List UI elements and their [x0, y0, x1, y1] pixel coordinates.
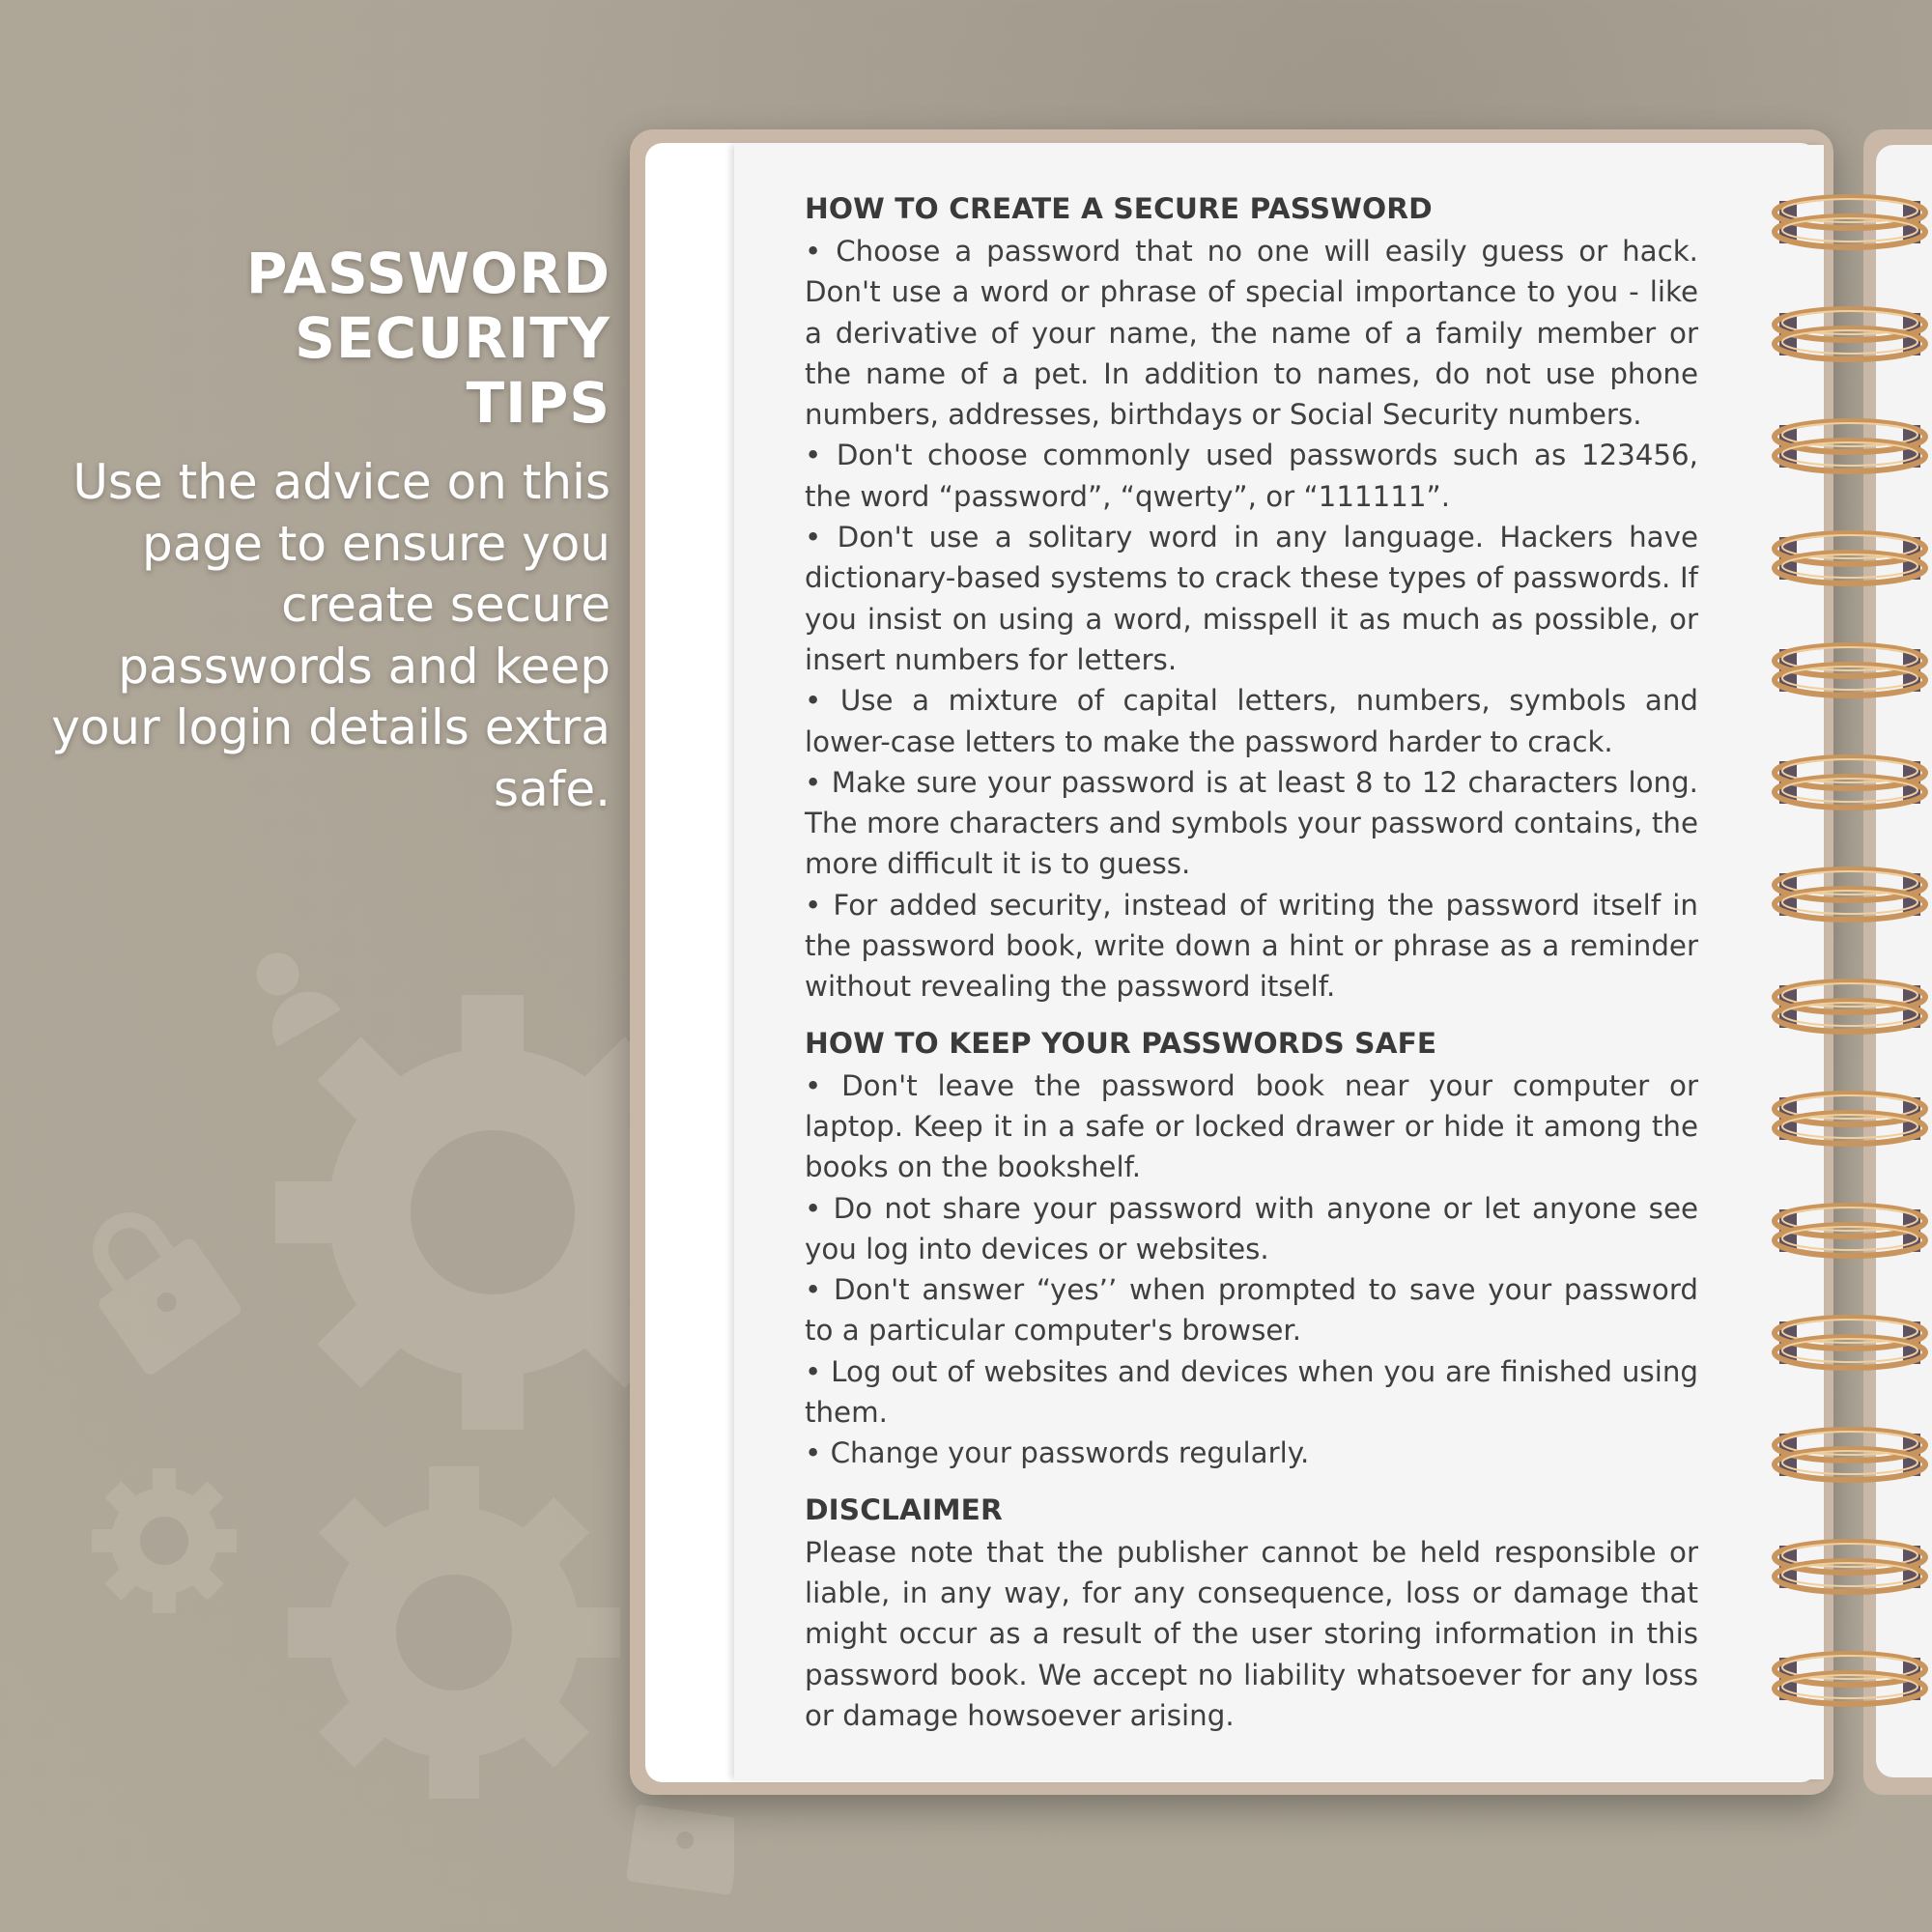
binding-ring	[1775, 757, 1925, 808]
binding-ring	[1775, 1206, 1925, 1256]
list-item: • Don't choose commonly used passwords such as 123456, the word “password”, “qwerty”, or “111111”.	[805, 439, 1698, 513]
binding-ring	[1775, 421, 1925, 471]
list-item: • Don't leave the password book near your computer or laptop. Keep it in a safe or locked drawer or hide it among the books on the bookshelf.	[805, 1068, 1698, 1184]
binding-ring	[1775, 1654, 1925, 1704]
gear-icon	[92, 1468, 237, 1613]
list-item: • Make sure your password is at least 8 to 12 characters long. The more characters and symbols your password contains, the more difficult it is to guess.	[805, 765, 1698, 881]
list-item: • Do not share your password with anyone or let anyone see you log into devices or websites.	[805, 1191, 1698, 1265]
page-subtitle: Use the advice on this page to ensure you create secure passwords and keep your login details extra safe.	[51, 454, 611, 817]
binding-ring	[1775, 981, 1925, 1032]
binding-ring	[1775, 1318, 1925, 1368]
binding-ring	[1775, 869, 1925, 920]
title-line: TIPS	[466, 370, 611, 436]
list-item: • Choose a password that no one will easily guess or hack. Don't use a word or phrase of special importance to you - like a derivative of your name, the name of a family member or the name of a pet. In addition to names, do not use phone numbers, addresses, birthdays or Social Security numbers.	[805, 235, 1698, 432]
binding-ring	[1775, 645, 1925, 696]
section-title-disclaimer: DISCLAIMER	[805, 1492, 1003, 1526]
binding-ring	[1775, 197, 1925, 247]
binding-ring	[1775, 1094, 1925, 1144]
binding-ring	[1775, 1430, 1925, 1480]
list-item: • For added security, instead of writing the password itself in the password book, write down a hint or phrase as a reminder without revealing the password itself.	[805, 888, 1698, 1004]
page-title	[39, 242, 611, 436]
list-item: • Log out of websites and devices when you are finished using them.	[805, 1354, 1698, 1430]
binding-ring	[1775, 1542, 1925, 1592]
list-item: • Use a mixture of capital letters, numbers, symbols and lower-case letters to make the password harder to crack.	[805, 684, 1698, 758]
user-icon	[236, 937, 341, 1046]
list-item: • Don't answer “yes’’ when prompted to save your password to a particular computer's browser.	[805, 1273, 1698, 1348]
page-content	[805, 186, 1698, 1736]
gear-icon	[288, 1466, 620, 1799]
lock-icon	[61, 1186, 243, 1378]
title-line: SECURITY	[295, 305, 611, 371]
binding-ring	[1775, 533, 1925, 583]
binding-ring	[1775, 309, 1925, 359]
lock-icon	[626, 1804, 734, 1896]
title-line: PASSWORD	[245, 241, 611, 306]
section-title-keep-safe: HOW TO KEEP YOUR PASSWORDS SAFE	[805, 1026, 1437, 1060]
list-item: • Change your passwords regularly.	[805, 1436, 1310, 1470]
section-title-create: HOW TO CREATE A SECURE PASSWORD	[805, 192, 1433, 225]
list-item: • Don't use a solitary word in any language. Hackers have dictionary-based systems to crack these types of passwords. If you insist on using a word, misspell it as much as possible, or insert numbers for letters.	[805, 521, 1698, 676]
disclaimer-text: Please note that the publisher cannot be held responsible or liable, in any way, for any consequence, loss or damage that might occur as a result of the user storing information in this password book. We accept no liability whatsoever for any loss or damage howsoever arising.	[805, 1535, 1698, 1732]
spiral-binding	[1768, 184, 1932, 1739]
